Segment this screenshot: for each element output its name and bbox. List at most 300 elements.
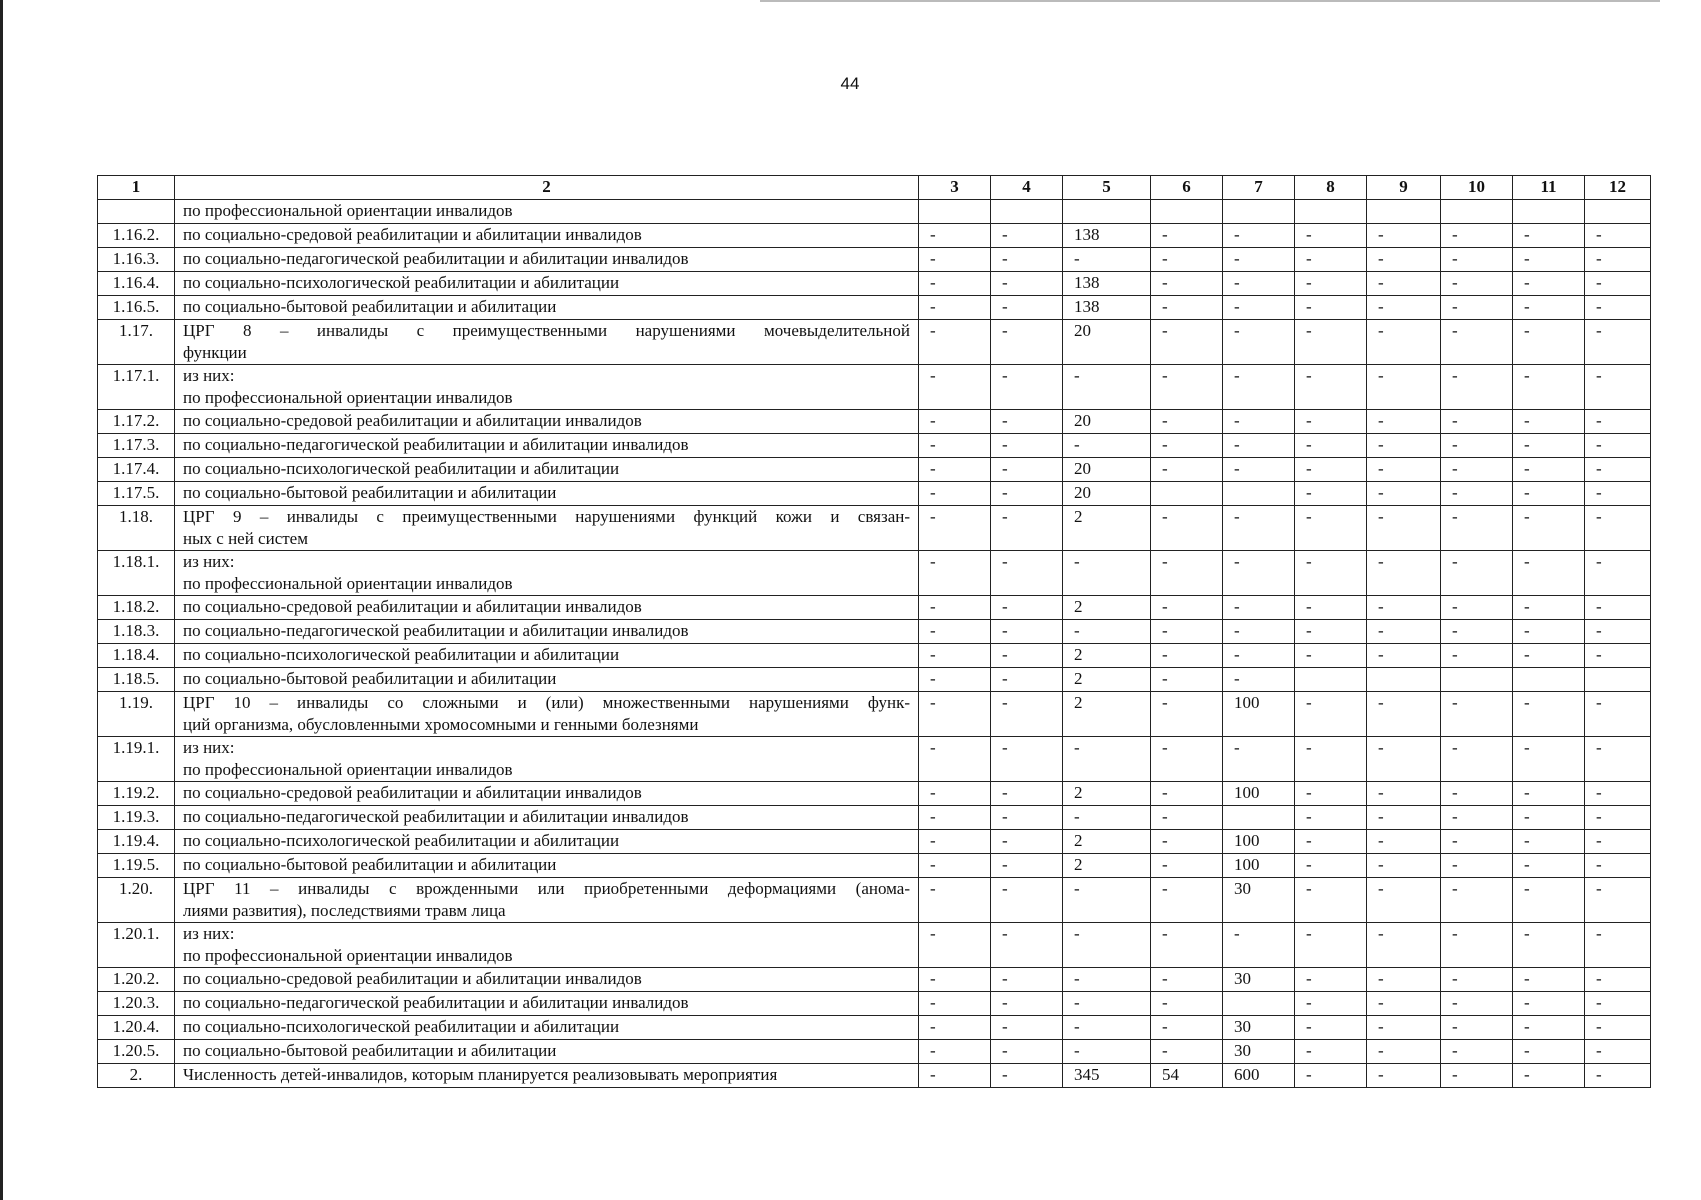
value-cell-col-4: - <box>991 224 1063 248</box>
table-row <box>98 434 1651 458</box>
value-cell-col-12: - <box>1585 482 1651 506</box>
value-cell-col-8: - <box>1295 1016 1367 1040</box>
value-cell-col-6: - <box>1151 668 1223 692</box>
description-line: ных с ней систем <box>183 529 308 548</box>
value-cell-col-3: - <box>919 296 991 320</box>
value-cell-col-8: - <box>1295 854 1367 878</box>
column-header: 1 <box>98 176 175 200</box>
value-cell-col-11: - <box>1513 1064 1585 1088</box>
value-cell-col-10: - <box>1441 296 1513 320</box>
value-cell-col-11: - <box>1513 296 1585 320</box>
value-cell-col-5: 138 <box>1063 296 1151 320</box>
column-header: 10 <box>1441 176 1513 200</box>
description-line: по социально-бытовой реабилитации и абилитации <box>183 1041 557 1060</box>
value-cell-col-11: - <box>1513 1040 1585 1064</box>
value-cell-col-10: - <box>1441 992 1513 1016</box>
value-cell-col-6 <box>1151 200 1223 224</box>
row-number: 1.20.1. <box>98 923 175 968</box>
value-cell-col-7 <box>1223 482 1295 506</box>
value-cell-col-4: - <box>991 620 1063 644</box>
row-description <box>175 1064 919 1088</box>
value-cell-col-6: - <box>1151 596 1223 620</box>
value-cell-col-5: 2 <box>1063 506 1151 551</box>
description-line: по социально-средовой реабилитации и абилитации инвалидов <box>183 597 642 616</box>
table-row <box>98 551 1651 596</box>
value-cell-col-5: 2 <box>1063 692 1151 737</box>
description-line: функции <box>183 343 247 362</box>
row-number: 1.18.3. <box>98 620 175 644</box>
column-header: 6 <box>1151 176 1223 200</box>
row-description <box>175 830 919 854</box>
value-cell-col-6: - <box>1151 968 1223 992</box>
row-description <box>175 296 919 320</box>
value-cell-col-5: - <box>1063 878 1151 923</box>
value-cell-col-10: - <box>1441 620 1513 644</box>
value-cell-col-9 <box>1367 668 1441 692</box>
value-cell-col-11 <box>1513 668 1585 692</box>
value-cell-col-6: - <box>1151 830 1223 854</box>
value-cell-col-6: - <box>1151 1016 1223 1040</box>
value-cell-col-6: - <box>1151 320 1223 365</box>
row-description <box>175 248 919 272</box>
value-cell-col-6: - <box>1151 992 1223 1016</box>
value-cell-col-7: - <box>1223 458 1295 482</box>
value-cell-col-10: - <box>1441 830 1513 854</box>
value-cell-col-7: - <box>1223 506 1295 551</box>
value-cell-col-4: - <box>991 644 1063 668</box>
value-cell-col-8: - <box>1295 296 1367 320</box>
row-description <box>175 482 919 506</box>
value-cell-col-4: - <box>991 248 1063 272</box>
description-line: по социально-бытовой реабилитации и абилитации <box>183 669 557 688</box>
row-description <box>175 992 919 1016</box>
row-number: 1.18.1. <box>98 551 175 596</box>
value-cell-col-12: - <box>1585 878 1651 923</box>
value-cell-col-12: - <box>1585 296 1651 320</box>
value-cell-col-10: - <box>1441 458 1513 482</box>
table-row <box>98 668 1651 692</box>
value-cell-col-3: - <box>919 854 991 878</box>
description-line: по социально-педагогической реабилитации и абилитации инвалидов <box>183 621 689 640</box>
value-cell-col-5: - <box>1063 248 1151 272</box>
value-cell-col-4: - <box>991 296 1063 320</box>
value-cell-col-8: - <box>1295 365 1367 410</box>
column-header: 4 <box>991 176 1063 200</box>
description-line: по социально-психологической реабилитации и абилитации <box>183 645 620 664</box>
description-line: из них: <box>183 366 235 385</box>
value-cell-col-7: - <box>1223 644 1295 668</box>
description-line: по социально-средовой реабилитации и абилитации инвалидов <box>183 225 642 244</box>
value-cell-col-8: - <box>1295 272 1367 296</box>
value-cell-col-9: - <box>1367 272 1441 296</box>
row-number: 1.16.3. <box>98 248 175 272</box>
row-description <box>175 644 919 668</box>
value-cell-col-5: 138 <box>1063 272 1151 296</box>
value-cell-col-5: - <box>1063 434 1151 458</box>
value-cell-col-3: - <box>919 272 991 296</box>
value-cell-col-6: - <box>1151 854 1223 878</box>
column-header: 11 <box>1513 176 1585 200</box>
value-cell-col-4: - <box>991 458 1063 482</box>
description-line: по профессиональной ориентации инвалидов <box>183 574 513 593</box>
value-cell-col-11: - <box>1513 992 1585 1016</box>
value-cell-col-12: - <box>1585 1016 1651 1040</box>
description-line: по социально-бытовой реабилитации и абилитации <box>183 483 557 502</box>
value-cell-col-7: 30 <box>1223 968 1295 992</box>
row-number: 1.19.1. <box>98 737 175 782</box>
value-cell-col-4: - <box>991 992 1063 1016</box>
value-cell-col-4: - <box>991 1040 1063 1064</box>
table-row <box>98 1040 1651 1064</box>
value-cell-col-8: - <box>1295 596 1367 620</box>
value-cell-col-12: - <box>1585 992 1651 1016</box>
value-cell-col-6 <box>1151 482 1223 506</box>
row-description <box>175 1040 919 1064</box>
value-cell-col-7: 30 <box>1223 1016 1295 1040</box>
table-row <box>98 506 1651 551</box>
value-cell-col-9: - <box>1367 923 1441 968</box>
value-cell-col-8: - <box>1295 737 1367 782</box>
value-cell-col-10: - <box>1441 272 1513 296</box>
value-cell-col-11: - <box>1513 644 1585 668</box>
row-number: 1.19.4. <box>98 830 175 854</box>
value-cell-col-10: - <box>1441 806 1513 830</box>
value-cell-col-3: - <box>919 692 991 737</box>
row-number: 1.17.2. <box>98 410 175 434</box>
value-cell-col-12 <box>1585 668 1651 692</box>
value-cell-col-3: - <box>919 1040 991 1064</box>
column-header: 7 <box>1223 176 1295 200</box>
table-row <box>98 854 1651 878</box>
value-cell-col-6: 54 <box>1151 1064 1223 1088</box>
value-cell-col-9: - <box>1367 968 1441 992</box>
value-cell-col-10: - <box>1441 248 1513 272</box>
value-cell-col-12: - <box>1585 968 1651 992</box>
value-cell-col-3 <box>919 200 991 224</box>
value-cell-col-5: - <box>1063 1040 1151 1064</box>
description-line: по социально-психологической реабилитации и абилитации <box>183 459 620 478</box>
value-cell-col-9: - <box>1367 596 1441 620</box>
value-cell-col-9: - <box>1367 1040 1441 1064</box>
value-cell-col-3: - <box>919 320 991 365</box>
value-cell-col-9: - <box>1367 224 1441 248</box>
value-cell-col-4: - <box>991 878 1063 923</box>
row-description <box>175 200 919 224</box>
value-cell-col-11: - <box>1513 551 1585 596</box>
value-cell-col-8: - <box>1295 1064 1367 1088</box>
value-cell-col-3: - <box>919 878 991 923</box>
value-cell-col-7: 30 <box>1223 1040 1295 1064</box>
column-header: 3 <box>919 176 991 200</box>
value-cell-col-3: - <box>919 737 991 782</box>
value-cell-col-9: - <box>1367 1064 1441 1088</box>
value-cell-col-5: - <box>1063 737 1151 782</box>
description-line: лиями развития), последствиями травм лица <box>183 901 506 920</box>
value-cell-col-6: - <box>1151 365 1223 410</box>
value-cell-col-8: - <box>1295 644 1367 668</box>
value-cell-col-8: - <box>1295 248 1367 272</box>
value-cell-col-10: - <box>1441 551 1513 596</box>
row-number: 2. <box>98 1064 175 1088</box>
value-cell-col-6: - <box>1151 620 1223 644</box>
table-row <box>98 737 1651 782</box>
row-description <box>175 458 919 482</box>
value-cell-col-6: - <box>1151 296 1223 320</box>
value-cell-col-9: - <box>1367 410 1441 434</box>
value-cell-col-5: 138 <box>1063 224 1151 248</box>
value-cell-col-12: - <box>1585 620 1651 644</box>
value-cell-col-4: - <box>991 320 1063 365</box>
description-line: из них: <box>183 738 235 757</box>
value-cell-col-9: - <box>1367 248 1441 272</box>
description-line: ЦРГ 10 – инвалиды со сложными и (или) множественными нарушениями функ- <box>183 693 910 712</box>
value-cell-col-12: - <box>1585 596 1651 620</box>
table-row <box>98 458 1651 482</box>
row-description <box>175 272 919 296</box>
value-cell-col-12: - <box>1585 458 1651 482</box>
value-cell-col-4: - <box>991 737 1063 782</box>
value-cell-col-12: - <box>1585 434 1651 458</box>
value-cell-col-7: - <box>1223 923 1295 968</box>
value-cell-col-3: - <box>919 482 991 506</box>
value-cell-col-3: - <box>919 782 991 806</box>
value-cell-col-11: - <box>1513 854 1585 878</box>
row-number: 1.17.3. <box>98 434 175 458</box>
value-cell-col-10: - <box>1441 1064 1513 1088</box>
value-cell-col-4: - <box>991 923 1063 968</box>
value-cell-col-11: - <box>1513 1016 1585 1040</box>
value-cell-col-9: - <box>1367 737 1441 782</box>
row-number: 1.17.4. <box>98 458 175 482</box>
value-cell-col-10 <box>1441 668 1513 692</box>
value-cell-col-10: - <box>1441 365 1513 410</box>
value-cell-col-8: - <box>1295 806 1367 830</box>
value-cell-col-8: - <box>1295 434 1367 458</box>
description-line: по профессиональной ориентации инвалидов <box>183 760 513 779</box>
row-description <box>175 692 919 737</box>
value-cell-col-7: - <box>1223 551 1295 596</box>
value-cell-col-5: - <box>1063 1016 1151 1040</box>
row-number: 1.17.5. <box>98 482 175 506</box>
value-cell-col-7: - <box>1223 596 1295 620</box>
row-description <box>175 806 919 830</box>
value-cell-col-9: - <box>1367 830 1441 854</box>
value-cell-col-9: - <box>1367 854 1441 878</box>
value-cell-col-4: - <box>991 1064 1063 1088</box>
row-number: 1.16.4. <box>98 272 175 296</box>
value-cell-col-8: - <box>1295 506 1367 551</box>
row-description <box>175 620 919 644</box>
value-cell-col-5: - <box>1063 620 1151 644</box>
value-cell-col-7: - <box>1223 272 1295 296</box>
description-line: по профессиональной ориентации инвалидов <box>183 946 513 965</box>
value-cell-col-7: - <box>1223 365 1295 410</box>
row-number: 1.17.1. <box>98 365 175 410</box>
value-cell-col-10: - <box>1441 692 1513 737</box>
value-cell-col-10: - <box>1441 644 1513 668</box>
description-line: ЦРГ 8 – инвалиды с преимущественными нарушениями мочевыделительной <box>183 321 910 340</box>
value-cell-col-11: - <box>1513 458 1585 482</box>
table-row <box>98 806 1651 830</box>
value-cell-col-9: - <box>1367 551 1441 596</box>
row-number: 1.18. <box>98 506 175 551</box>
table-row <box>98 248 1651 272</box>
value-cell-col-8: - <box>1295 410 1367 434</box>
description-line: по профессиональной ориентации инвалидов <box>183 201 513 220</box>
value-cell-col-7: - <box>1223 248 1295 272</box>
value-cell-col-8: - <box>1295 992 1367 1016</box>
value-cell-col-3: - <box>919 596 991 620</box>
value-cell-col-4: - <box>991 668 1063 692</box>
row-number: 1.20. <box>98 878 175 923</box>
description-line: по социально-психологической реабилитации и абилитации <box>183 273 620 292</box>
value-cell-col-11: - <box>1513 806 1585 830</box>
description-line: по социально-педагогической реабилитации и абилитации инвалидов <box>183 249 689 268</box>
value-cell-col-9: - <box>1367 1016 1441 1040</box>
value-cell-col-10: - <box>1441 878 1513 923</box>
row-number: 1.19.2. <box>98 782 175 806</box>
description-line: по социально-средовой реабилитации и абилитации инвалидов <box>183 411 642 430</box>
row-description <box>175 668 919 692</box>
row-number: 1.18.5. <box>98 668 175 692</box>
value-cell-col-4: - <box>991 830 1063 854</box>
value-cell-col-11: - <box>1513 596 1585 620</box>
value-cell-col-6: - <box>1151 272 1223 296</box>
row-number <box>98 200 175 224</box>
value-cell-col-9: - <box>1367 296 1441 320</box>
value-cell-col-9: - <box>1367 365 1441 410</box>
value-cell-col-9: - <box>1367 992 1441 1016</box>
value-cell-col-5: 2 <box>1063 644 1151 668</box>
table-row <box>98 830 1651 854</box>
description-line: по социально-педагогической реабилитации и абилитации инвалидов <box>183 435 689 454</box>
value-cell-col-5: - <box>1063 992 1151 1016</box>
row-description <box>175 224 919 248</box>
value-cell-col-3: - <box>919 992 991 1016</box>
value-cell-col-11: - <box>1513 782 1585 806</box>
value-cell-col-5: 345 <box>1063 1064 1151 1088</box>
description-line: по социально-психологической реабилитации и абилитации <box>183 831 620 850</box>
value-cell-col-7: - <box>1223 296 1295 320</box>
description-line: по социально-психологической реабилитации и абилитации <box>183 1017 620 1036</box>
value-cell-col-10: - <box>1441 224 1513 248</box>
value-cell-col-8: - <box>1295 923 1367 968</box>
value-cell-col-3: - <box>919 365 991 410</box>
value-cell-col-7: 100 <box>1223 692 1295 737</box>
row-number: 1.20.4. <box>98 1016 175 1040</box>
value-cell-col-12: - <box>1585 830 1651 854</box>
value-cell-col-5: - <box>1063 551 1151 596</box>
value-cell-col-12: - <box>1585 806 1651 830</box>
value-cell-col-8: - <box>1295 458 1367 482</box>
value-cell-col-12: - <box>1585 1064 1651 1088</box>
value-cell-col-12: - <box>1585 365 1651 410</box>
description-line: ЦРГ 9 – инвалиды с преимущественными нарушениями функций кожи и связан- <box>183 507 910 526</box>
row-description <box>175 320 919 365</box>
row-number: 1.20.5. <box>98 1040 175 1064</box>
value-cell-col-12: - <box>1585 551 1651 596</box>
value-cell-col-10: - <box>1441 434 1513 458</box>
value-cell-col-12: - <box>1585 1040 1651 1064</box>
value-cell-col-12: - <box>1585 923 1651 968</box>
row-description <box>175 923 919 968</box>
value-cell-col-11 <box>1513 200 1585 224</box>
table-row <box>98 272 1651 296</box>
value-cell-col-3: - <box>919 506 991 551</box>
value-cell-col-12: - <box>1585 782 1651 806</box>
row-description <box>175 854 919 878</box>
value-cell-col-9: - <box>1367 506 1441 551</box>
value-cell-col-5: 2 <box>1063 830 1151 854</box>
value-cell-col-7: - <box>1223 737 1295 782</box>
value-cell-col-7 <box>1223 992 1295 1016</box>
row-description <box>175 506 919 551</box>
row-description <box>175 596 919 620</box>
value-cell-col-4: - <box>991 968 1063 992</box>
row-number: 1.16.2. <box>98 224 175 248</box>
top-scan-rule <box>760 0 1660 2</box>
value-cell-col-10: - <box>1441 1040 1513 1064</box>
value-cell-col-10: - <box>1441 737 1513 782</box>
value-cell-col-3: - <box>919 968 991 992</box>
value-cell-col-11: - <box>1513 692 1585 737</box>
column-header: 9 <box>1367 176 1441 200</box>
row-description <box>175 410 919 434</box>
table-row <box>98 968 1651 992</box>
value-cell-col-10: - <box>1441 782 1513 806</box>
value-cell-col-12: - <box>1585 224 1651 248</box>
table-row <box>98 320 1651 365</box>
value-cell-col-12: - <box>1585 272 1651 296</box>
row-number: 1.18.4. <box>98 644 175 668</box>
row-description <box>175 737 919 782</box>
value-cell-col-9: - <box>1367 782 1441 806</box>
data-table <box>97 175 1651 1088</box>
value-cell-col-6: - <box>1151 506 1223 551</box>
value-cell-col-7: - <box>1223 620 1295 644</box>
value-cell-col-3: - <box>919 644 991 668</box>
value-cell-col-6: - <box>1151 1040 1223 1064</box>
value-cell-col-10: - <box>1441 923 1513 968</box>
row-description <box>175 434 919 458</box>
column-header: 8 <box>1295 176 1367 200</box>
value-cell-col-11: - <box>1513 320 1585 365</box>
value-cell-col-6: - <box>1151 737 1223 782</box>
value-cell-col-8 <box>1295 668 1367 692</box>
value-cell-col-4: - <box>991 806 1063 830</box>
table-row <box>98 596 1651 620</box>
value-cell-col-7: 100 <box>1223 782 1295 806</box>
value-cell-col-3: - <box>919 806 991 830</box>
value-cell-col-5: 2 <box>1063 668 1151 692</box>
value-cell-col-8: - <box>1295 968 1367 992</box>
value-cell-col-8: - <box>1295 878 1367 923</box>
value-cell-col-5: 2 <box>1063 854 1151 878</box>
value-cell-col-12: - <box>1585 248 1651 272</box>
value-cell-col-3: - <box>919 668 991 692</box>
value-cell-col-9: - <box>1367 806 1441 830</box>
value-cell-col-4: - <box>991 365 1063 410</box>
table-row <box>98 620 1651 644</box>
value-cell-col-9: - <box>1367 644 1441 668</box>
table-row <box>98 224 1651 248</box>
column-header: 2 <box>175 176 919 200</box>
value-cell-col-9: - <box>1367 482 1441 506</box>
row-description <box>175 878 919 923</box>
value-cell-col-9 <box>1367 200 1441 224</box>
value-cell-col-7: - <box>1223 668 1295 692</box>
value-cell-col-10: - <box>1441 410 1513 434</box>
